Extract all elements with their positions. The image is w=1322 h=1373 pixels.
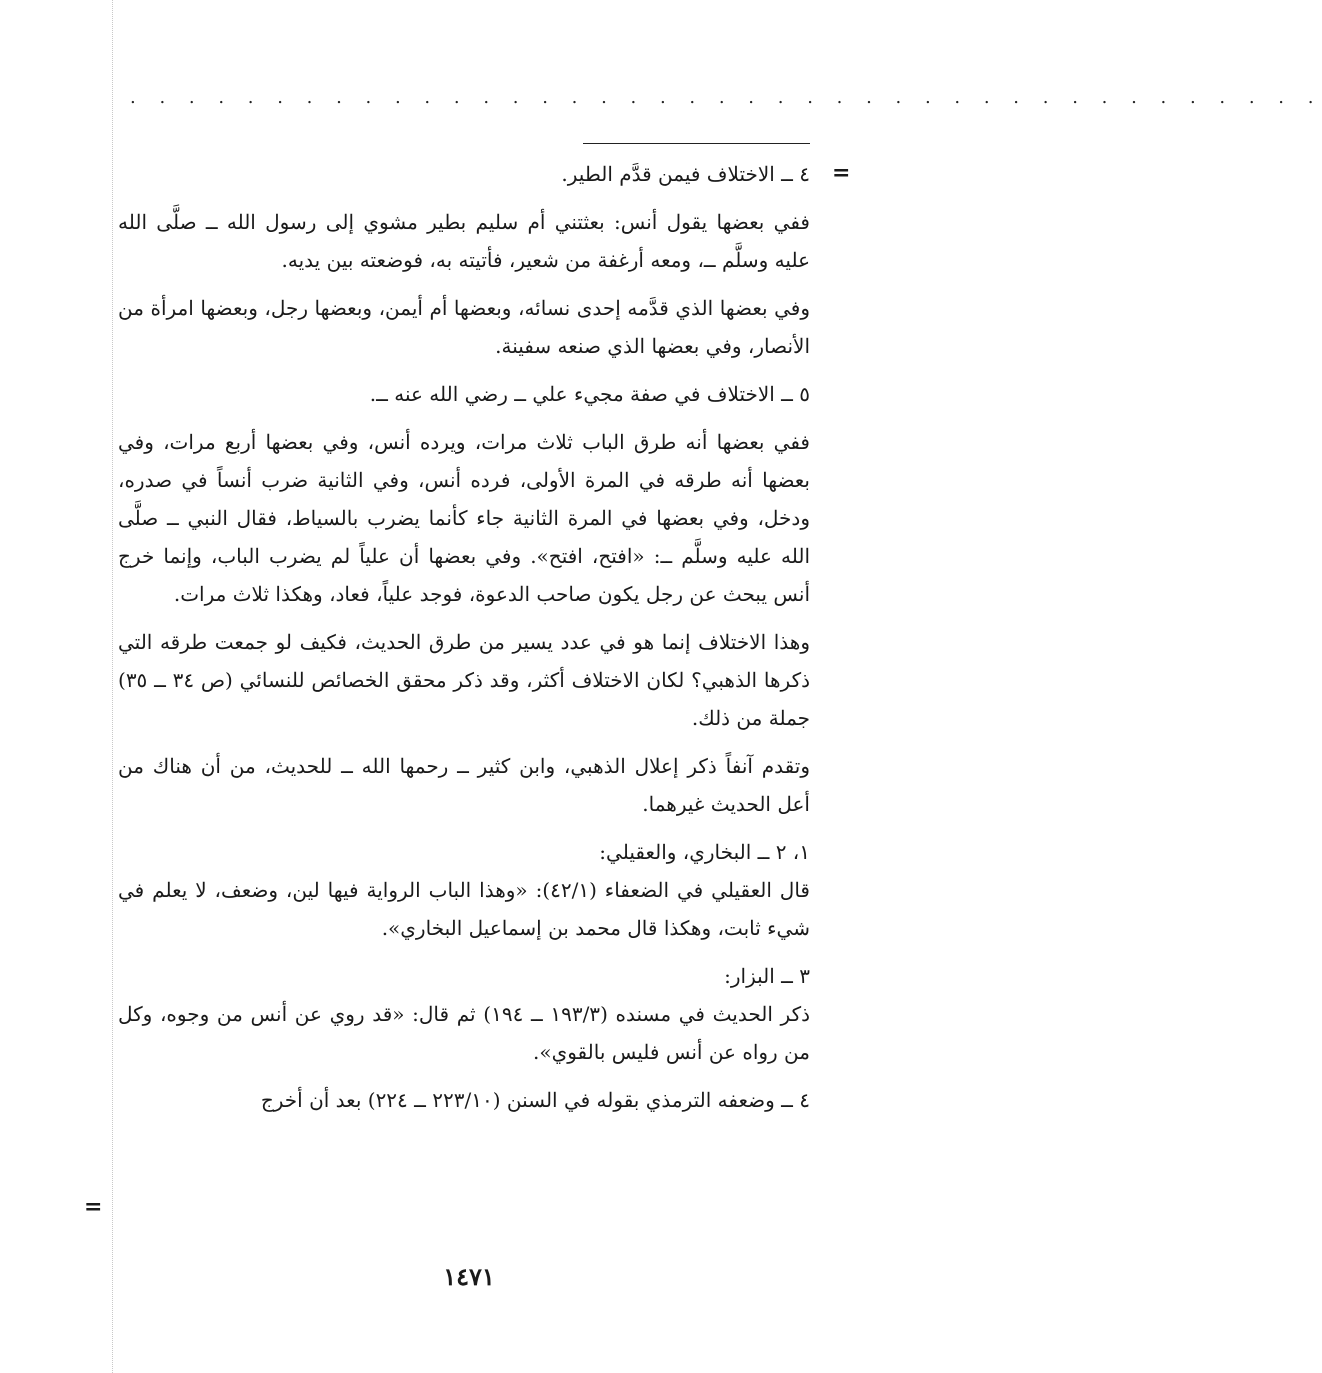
paragraph-who-presented: وفي بعضها الذي قدَّمه إحدى نسائه، وبعضها أم أيمن، وبعضها رجل، وبعضها امرأة من الأنصار، وفي بعضها الذي صنعه سفينة.: [118, 296, 810, 358]
heading-bukhari-uqaili: ١، ٢ ــ البخاري، والعقيلي:: [599, 840, 810, 864]
page-number: ١٤٧١: [443, 1262, 495, 1291]
paragraph-anas-bird: ففي بعضها يقول أنس: بعثتني أم سليم بطير مشوي إلى رسول الله ــ صلَّى الله عليه وسلَّم ــ، ومعه أرغفة من شعير، فأتيته به، فوضعته بين يديه.: [118, 210, 810, 272]
margin-mark-bottom: =: [84, 1194, 103, 1220]
paragraph-uqaili-quote: قال العقيلي في الضعفاء (٤٢/١): «وهذا الباب الرواية فيها لين، وضعف، لا يعلم في شيء ثابت، وهكذا قال محمد بن إسماعيل البخاري».: [118, 878, 810, 940]
scan-edge-line: [112, 0, 113, 1373]
footnote-rule: [583, 143, 810, 144]
paragraph-previous-mention: وتقدم آنفاً ذكر إعلال الذهبي، وابن كثير ــ رحمها الله ــ للحديث، من أن هناك من أعل الحديث غيرهما.: [118, 754, 810, 816]
paragraph-variation: وهذا الاختلاف إنما هو في عدد يسير من طرق الحديث، فكيف لو جمعت طرقه التي ذكرها الذهبي؟ لكان الاختلاف أكثر، وقد ذكر محقق الخصائص للنسائي (ص ٣٤ ــ ٣٥) جملة من ذلك.: [118, 630, 810, 730]
dot-leader: . . . . . . . . . . . . . . . . . . . . . . . . . . . . . . . . . . . . . . . . .: [130, 87, 1322, 108]
heading-item-5: ٥ ــ الاختلاف في صفة مجيء علي ــ رضي الله عنه ــ.: [369, 382, 810, 406]
paragraph-ali-arrival: ففي بعضها أنه طرق الباب ثلاث مرات، ويرده أنس، وفي بعضها أربع مرات، وفي بعضها أنه طرقه في المرة الأولى، فرده أنس، وفي الثانية ضرب أنساً في صدره، ودخل، وفي بعضها في المرة الثانية جاء كأنما يضرب بالسياط، فقال النبي ــ صلَّى الله عليه وسلَّم ــ: «افتح، افتح». وفي بعضها أن علياً لم يضرب الباب، وإنما خرج أنس يبحث عن رجل يكون صاحب الدعوة، فوجد علياً، فعاد، وهكذا ثلاث مرات.: [118, 430, 810, 606]
heading-item-4: ٤ ــ الاختلاف فيمن قدَّم الطير.: [561, 162, 810, 186]
paragraph-tirmidhi: ٤ ــ وضعفه الترمذي بقوله في السنن (٢٢٣/١٠ ــ ٢٢٤) بعد أن أخرج: [260, 1088, 810, 1112]
paragraph-bazzar-quote: ذكر الحديث في مسنده (١٩٣/٣ ــ ١٩٤) ثم قال: «قد روي عن أنس من وجوه، وكل من رواه عن أنس فليس بالقوي».: [118, 1002, 810, 1064]
heading-bazzar: ٣ ــ البزار:: [724, 964, 810, 988]
margin-mark-top: =: [832, 160, 851, 186]
text-body: [118, 155, 810, 1119]
